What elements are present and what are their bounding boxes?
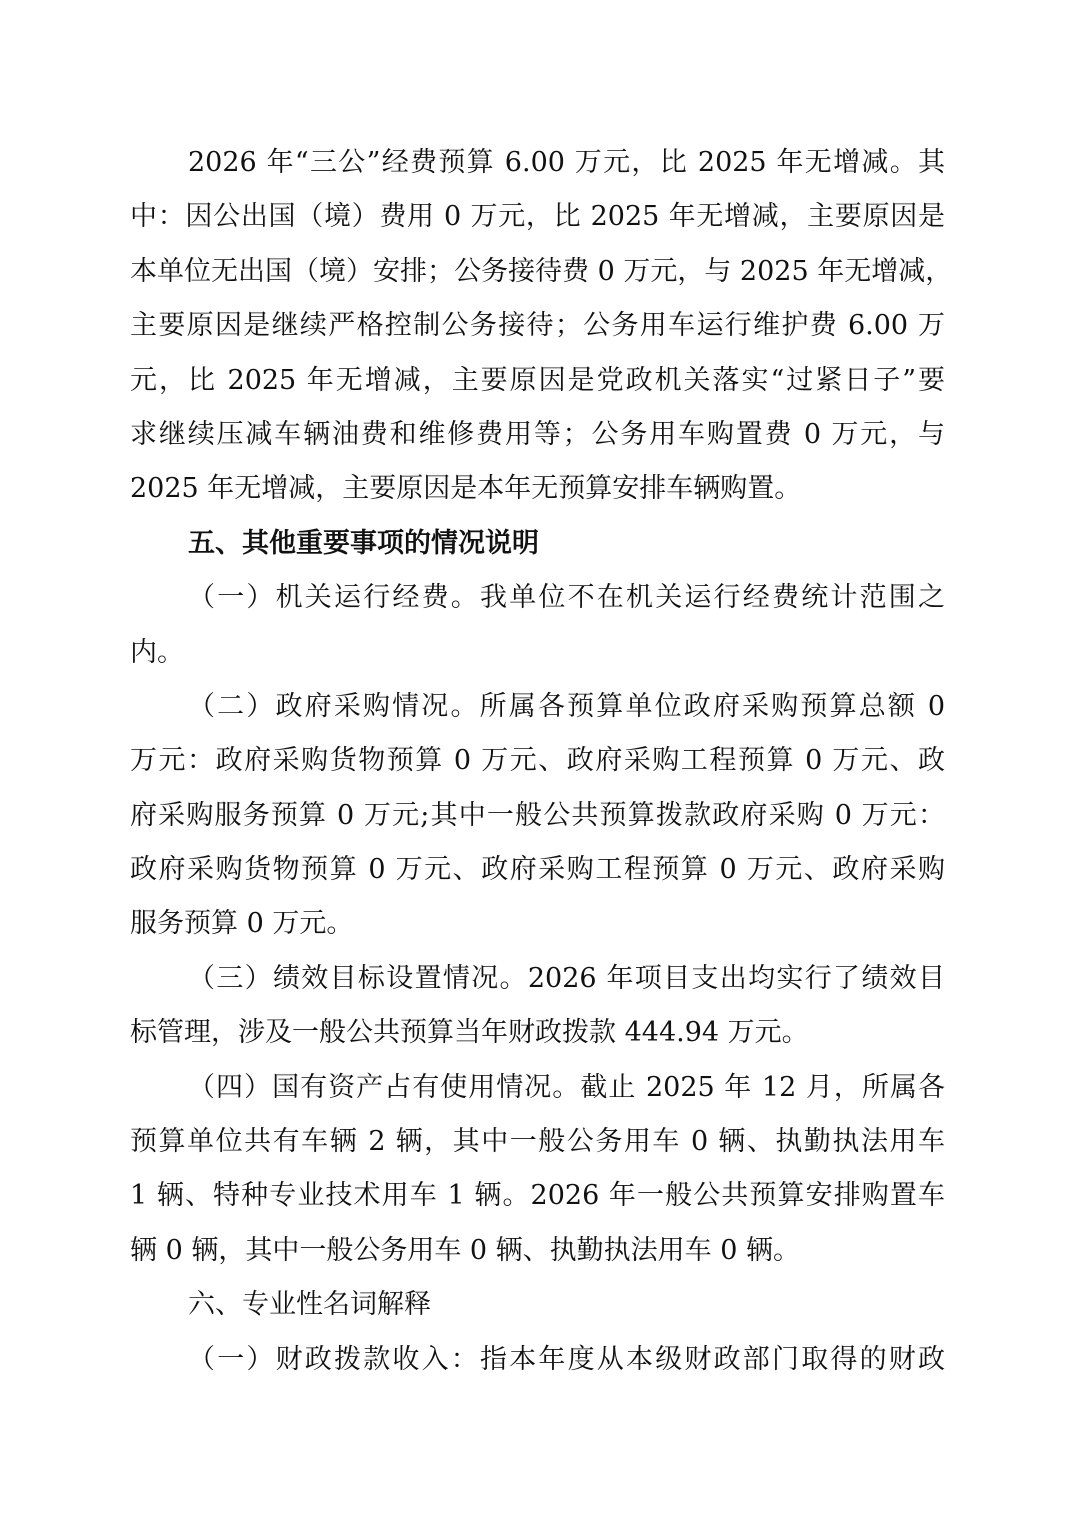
paragraph (130, 1333, 945, 1387)
document-body (130, 136, 953, 1387)
text-line: 内。 (130, 636, 184, 668)
section-heading (130, 1278, 945, 1332)
text-line: 五、其他重要事项的情况说明 (188, 527, 539, 559)
text-line: 中：因公出国（境）费用 0 万元，比 2025 年无增减，主要原因是 (130, 201, 945, 233)
paragraph (130, 136, 953, 517)
paragraph (130, 952, 945, 1061)
text-line: 辆 0 辆，其中一般公务用车 0 辆、执勤执法用车 0 辆。 (130, 1234, 801, 1266)
text-line: （一）财政拨款收入：指本年度从本级财政部门取得的财政 (188, 1343, 945, 1375)
text-line: 元，比 2025 年无增减，主要原因是党政机关落实“过紧日子”要 (130, 364, 945, 396)
text-line: 1 辆、特种专业技术用车 1 辆。2026 年一般公共预算安排购置车 (130, 1180, 945, 1212)
text-line: 服务预算 0 万元。 (130, 908, 354, 940)
text-line: 标管理，涉及一般公共预算当年财政拨款 444.94 万元。 (130, 1017, 809, 1049)
text-line: 主要原因是继续严格控制公务接待；公务用车运行维护费 6.00 万 (130, 310, 945, 342)
text-line: 本单位无出国（境）安排；公务接待费 0 万元，与 2025 年无增减， (130, 255, 953, 287)
text-line: 六、专业性名词解释 (188, 1289, 431, 1321)
text-line: （二）政府采购情况。所属各预算单位政府采购预算总额 0 (188, 690, 945, 722)
text-line: 政府采购货物预算 0 万元、政府采购工程预算 0 万元、政府采购 (130, 854, 945, 886)
section-heading (130, 517, 945, 571)
text-line: 府采购服务预算 0 万元;其中一般公共预算拨款政府采购 0 万元： (130, 799, 945, 831)
text-line: 求继续压减车辆油费和维修费用等；公务用车购置费 0 万元，与 (130, 418, 945, 450)
text-line: （一）机关运行经费。我单位不在机关运行经费统计范围之 (188, 582, 945, 614)
text-line: 2025 年无增减，主要原因是本年无预算安排车辆购置。 (130, 473, 802, 505)
text-line: 万元：政府采购货物预算 0 万元、政府采购工程预算 0 万元、政 (130, 745, 945, 777)
paragraph (130, 680, 945, 952)
text-line: 2026 年“三公”经费预算 6.00 万元，比 2025 年无增减。其 (188, 147, 945, 178)
text-line: （三）绩效目标设置情况。2026 年项目支出均实行了绩效目 (188, 962, 945, 994)
paragraph (130, 571, 945, 680)
text-line: 预算单位共有车辆 2 辆，其中一般公务用车 0 辆、执勤执法用车 (130, 1126, 945, 1158)
paragraph (130, 1061, 945, 1279)
text-line: （四）国有资产占有使用情况。截止 2025 年 12 月，所属各 (188, 1071, 945, 1103)
